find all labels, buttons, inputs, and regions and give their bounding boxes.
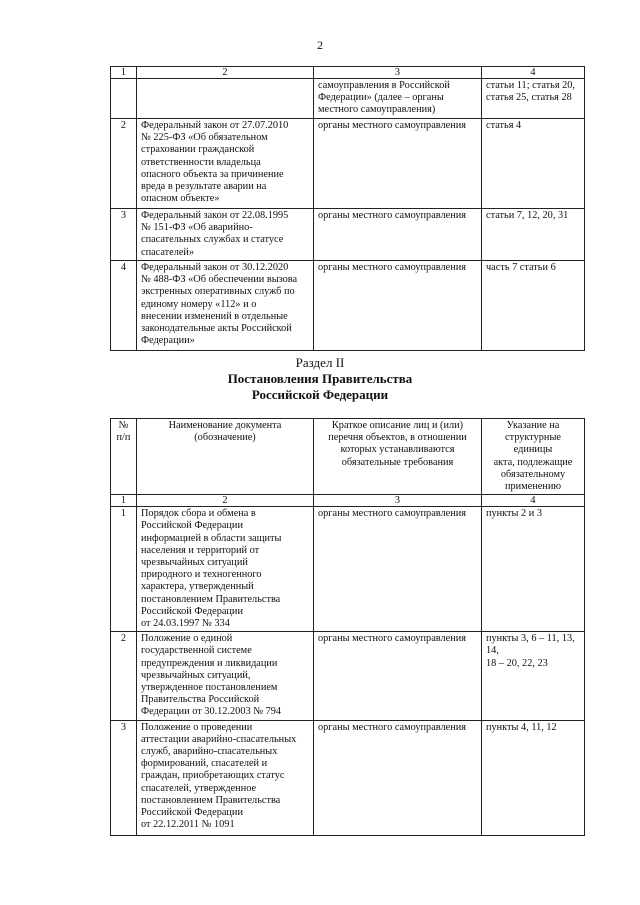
subjects-description: самоуправления в Российской Федерации» (далее – органы местного самоуправления) bbox=[314, 79, 482, 119]
subjects-description: органы местного самоуправления bbox=[314, 209, 482, 261]
table-row bbox=[111, 720, 585, 835]
row-number: 3 bbox=[111, 209, 137, 261]
table-header-row bbox=[111, 419, 585, 495]
table-row bbox=[111, 119, 585, 209]
table-row bbox=[111, 79, 585, 119]
document-name: Положение о единой государственной системе предупреждения и ликвидации чрезвычайных ситуаций, утвержденное постановлением Правительства Российской Федерации от 30.12.2003 № 794 bbox=[137, 632, 314, 720]
document-name: Федеральный закон от 27.07.2010 № 225-ФЗ «Об обязательном страховании гражданской ответственности владельца опасного объекта за причинение вреда в результате аварии на опасном объекте» bbox=[137, 119, 314, 209]
section-heading bbox=[0, 355, 640, 403]
table-row bbox=[111, 507, 585, 632]
row-number: 2 bbox=[111, 119, 137, 209]
column-index-row bbox=[111, 495, 585, 507]
document-name bbox=[137, 79, 314, 119]
subjects-description: органы местного самоуправления bbox=[314, 632, 482, 720]
subjects-description: органы местного самоуправления bbox=[314, 720, 482, 835]
structural-units: статьи 11; статья 20, статья 25, статья 28 bbox=[482, 79, 585, 119]
section-number: Раздел II bbox=[295, 355, 345, 370]
structural-units: пункты 3, 6 – 11, 13, 14, 18 – 20, 22, 23 bbox=[482, 632, 585, 720]
column-index-cell: 1 bbox=[111, 67, 137, 79]
header-subjects-description: Краткое описание лиц и (или) перечня объектов, в отношении которых устанавливаются обязательные требования bbox=[314, 419, 482, 495]
header-number: № п/п bbox=[111, 419, 137, 495]
table-row bbox=[111, 632, 585, 720]
document-name: Положение о проведении аттестации аварийно-спасательных служб, аварийно-спасательных формирований, спасателей и граждан, приобретающих статус спасателей, утвержденное постановлением Правительства Российской Федерации от 22.12.2011 № 1091 bbox=[137, 720, 314, 835]
row-number: 1 bbox=[111, 507, 137, 632]
table-federal-laws bbox=[110, 66, 585, 351]
column-index-cell: 1 bbox=[111, 495, 137, 507]
column-index-cell: 2 bbox=[137, 495, 314, 507]
subjects-description: органы местного самоуправления bbox=[314, 507, 482, 632]
column-index-cell: 2 bbox=[137, 67, 314, 79]
header-structural-units: Указание на структурные единицы акта, подлежащие обязательному применению bbox=[482, 419, 585, 495]
document-name: Федеральный закон от 22.08.1995 № 151-ФЗ «Об аварийно- спасательных службах и статусе спасателей» bbox=[137, 209, 314, 261]
row-number: 2 bbox=[111, 632, 137, 720]
subjects-description: органы местного самоуправления bbox=[314, 119, 482, 209]
column-index-cell: 3 bbox=[314, 67, 482, 79]
table-row bbox=[111, 209, 585, 261]
column-index-cell: 4 bbox=[482, 67, 585, 79]
row-number: 3 bbox=[111, 720, 137, 835]
column-index-row bbox=[111, 67, 585, 79]
column-index-cell: 4 bbox=[482, 495, 585, 507]
structural-units: пункты 4, 11, 12 bbox=[482, 720, 585, 835]
row-number bbox=[111, 79, 137, 119]
table-row bbox=[111, 261, 585, 351]
row-number: 4 bbox=[111, 261, 137, 351]
document-name: Порядок сбора и обмена в Российской Федерации информацией в области защиты населения и территорий от чрезвычайных ситуаций природного и техногенного характера, утвержденный постановлением Правительства Российской Федерации от 24.03.1997 № 334 bbox=[137, 507, 314, 632]
page-number: 2 bbox=[317, 38, 323, 52]
subjects-description: органы местного самоуправления bbox=[314, 261, 482, 351]
structural-units: пункты 2 и 3 bbox=[482, 507, 585, 632]
structural-units: часть 7 статьи 6 bbox=[482, 261, 585, 351]
section-title-line-2: Российской Федерации bbox=[251, 387, 389, 402]
structural-units: статьи 7, 12, 20, 31 bbox=[482, 209, 585, 261]
section-title-line-1: Постановления Правительства bbox=[227, 371, 413, 386]
table-government-decrees bbox=[110, 418, 585, 836]
column-index-cell: 3 bbox=[314, 495, 482, 507]
structural-units: статья 4 bbox=[482, 119, 585, 209]
document-name: Федеральный закон от 30.12.2020 № 488-ФЗ «Об обеспечении вызова экстренных оперативных служб по единому номеру «112» и о внесении изменений в отдельные законодательные акты Российской Федерации» bbox=[137, 261, 314, 351]
header-document-name: Наименование документа (обозначение) bbox=[137, 419, 314, 495]
